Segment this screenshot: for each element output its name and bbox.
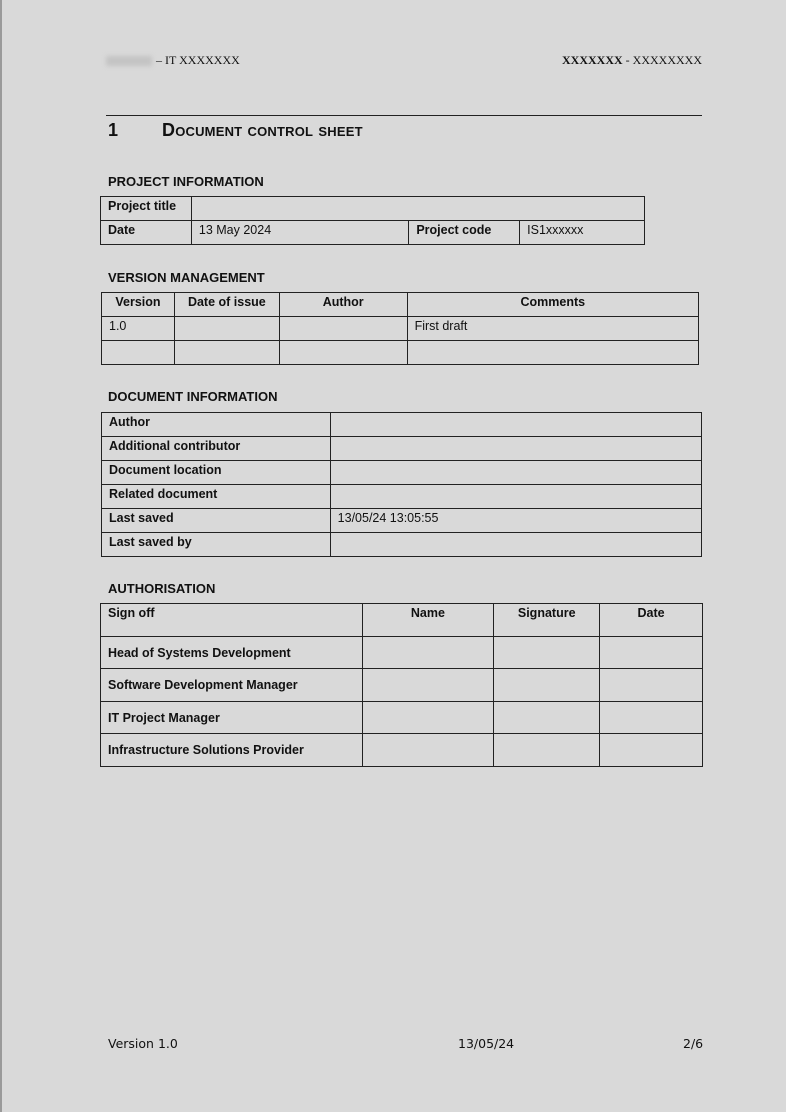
row-label: Related document <box>102 485 331 509</box>
table-row <box>101 669 703 702</box>
signature-cell <box>494 734 600 767</box>
table-row <box>102 485 702 509</box>
signature-cell <box>494 669 600 702</box>
column-header: Author <box>279 293 407 317</box>
project-title-value <box>191 197 644 221</box>
table-row <box>102 413 702 437</box>
row-value <box>330 485 701 509</box>
header-left-text: – IT XXXXXXX <box>156 53 240 67</box>
author-cell <box>279 317 407 341</box>
page-header-right <box>562 53 702 68</box>
sign-off-role: IT Project Manager <box>101 702 363 734</box>
footer-page-number: 2/6 <box>683 1036 704 1051</box>
header-right-bold: XXXXXXX <box>562 53 623 67</box>
author-cell <box>279 341 407 365</box>
sign-off-role: Head of Systems Development <box>101 637 363 669</box>
table-row <box>102 317 699 341</box>
name-cell <box>362 734 494 767</box>
document-information-table <box>101 412 702 557</box>
column-header: Signature <box>494 604 600 637</box>
date-cell <box>600 734 703 767</box>
row-label: Additional contributor <box>102 437 331 461</box>
version-management-table <box>101 292 699 365</box>
table-row <box>101 637 703 669</box>
page-header-left <box>106 53 240 68</box>
date-value: 13 May 2024 <box>191 221 408 245</box>
date-cell <box>600 637 703 669</box>
column-header: Version <box>102 293 175 317</box>
table-row <box>101 702 703 734</box>
row-label: Author <box>102 413 331 437</box>
redacted-text <box>106 56 152 66</box>
table-row <box>102 533 702 557</box>
table-row <box>101 734 703 767</box>
comments-cell <box>407 341 698 365</box>
row-value <box>330 461 701 485</box>
page-title: Document control sheet <box>162 120 363 140</box>
version-management-heading: VERSION MANAGEMENT <box>108 270 265 285</box>
date-cell <box>600 669 703 702</box>
header-right-text: - XXXXXXXX <box>622 53 702 67</box>
date-label: Date <box>101 221 192 245</box>
document-information-heading: DOCUMENT INFORMATION <box>108 389 278 404</box>
footer-date: 13/05/24 <box>458 1036 515 1051</box>
column-header: Name <box>362 604 494 637</box>
row-label: Last saved <box>102 509 331 533</box>
row-value <box>330 437 701 461</box>
table-row <box>102 341 699 365</box>
document-page <box>2 0 786 1112</box>
project-information-heading: PROJECT INFORMATION <box>108 174 264 189</box>
footer-version: Version 1.0 <box>108 1036 178 1051</box>
date-of-issue-cell <box>174 317 279 341</box>
row-value <box>330 533 701 557</box>
version-cell: 1.0 <box>102 317 175 341</box>
name-cell <box>362 637 494 669</box>
table-row <box>102 437 702 461</box>
name-cell <box>362 702 494 734</box>
project-code-value: IS1xxxxxx <box>520 221 645 245</box>
project-information-table <box>100 196 645 245</box>
table-row <box>102 461 702 485</box>
row-value <box>330 413 701 437</box>
row-label: Last saved by <box>102 533 331 557</box>
row-label: Document location <box>102 461 331 485</box>
table-row <box>102 509 702 533</box>
column-header: Date of issue <box>174 293 279 317</box>
version-cell <box>102 341 175 365</box>
date-of-issue-cell <box>174 341 279 365</box>
sign-off-role: Software Development Manager <box>101 669 363 702</box>
column-header: Comments <box>407 293 698 317</box>
project-title-label: Project title <box>101 197 192 221</box>
row-value: 13/05/24 13:05:55 <box>330 509 701 533</box>
section-number: 1 <box>108 120 119 140</box>
authorisation-table <box>100 603 703 767</box>
column-header: Sign off <box>101 604 363 637</box>
header-divider <box>106 115 702 116</box>
name-cell <box>362 669 494 702</box>
signature-cell <box>494 637 600 669</box>
column-header: Date <box>600 604 703 637</box>
sign-off-role: Infrastructure Solutions Provider <box>101 734 363 767</box>
date-cell <box>600 702 703 734</box>
authorisation-heading: AUTHORISATION <box>108 581 216 596</box>
project-code-label: Project code <box>409 221 520 245</box>
comments-cell: First draft <box>407 317 698 341</box>
signature-cell <box>494 702 600 734</box>
